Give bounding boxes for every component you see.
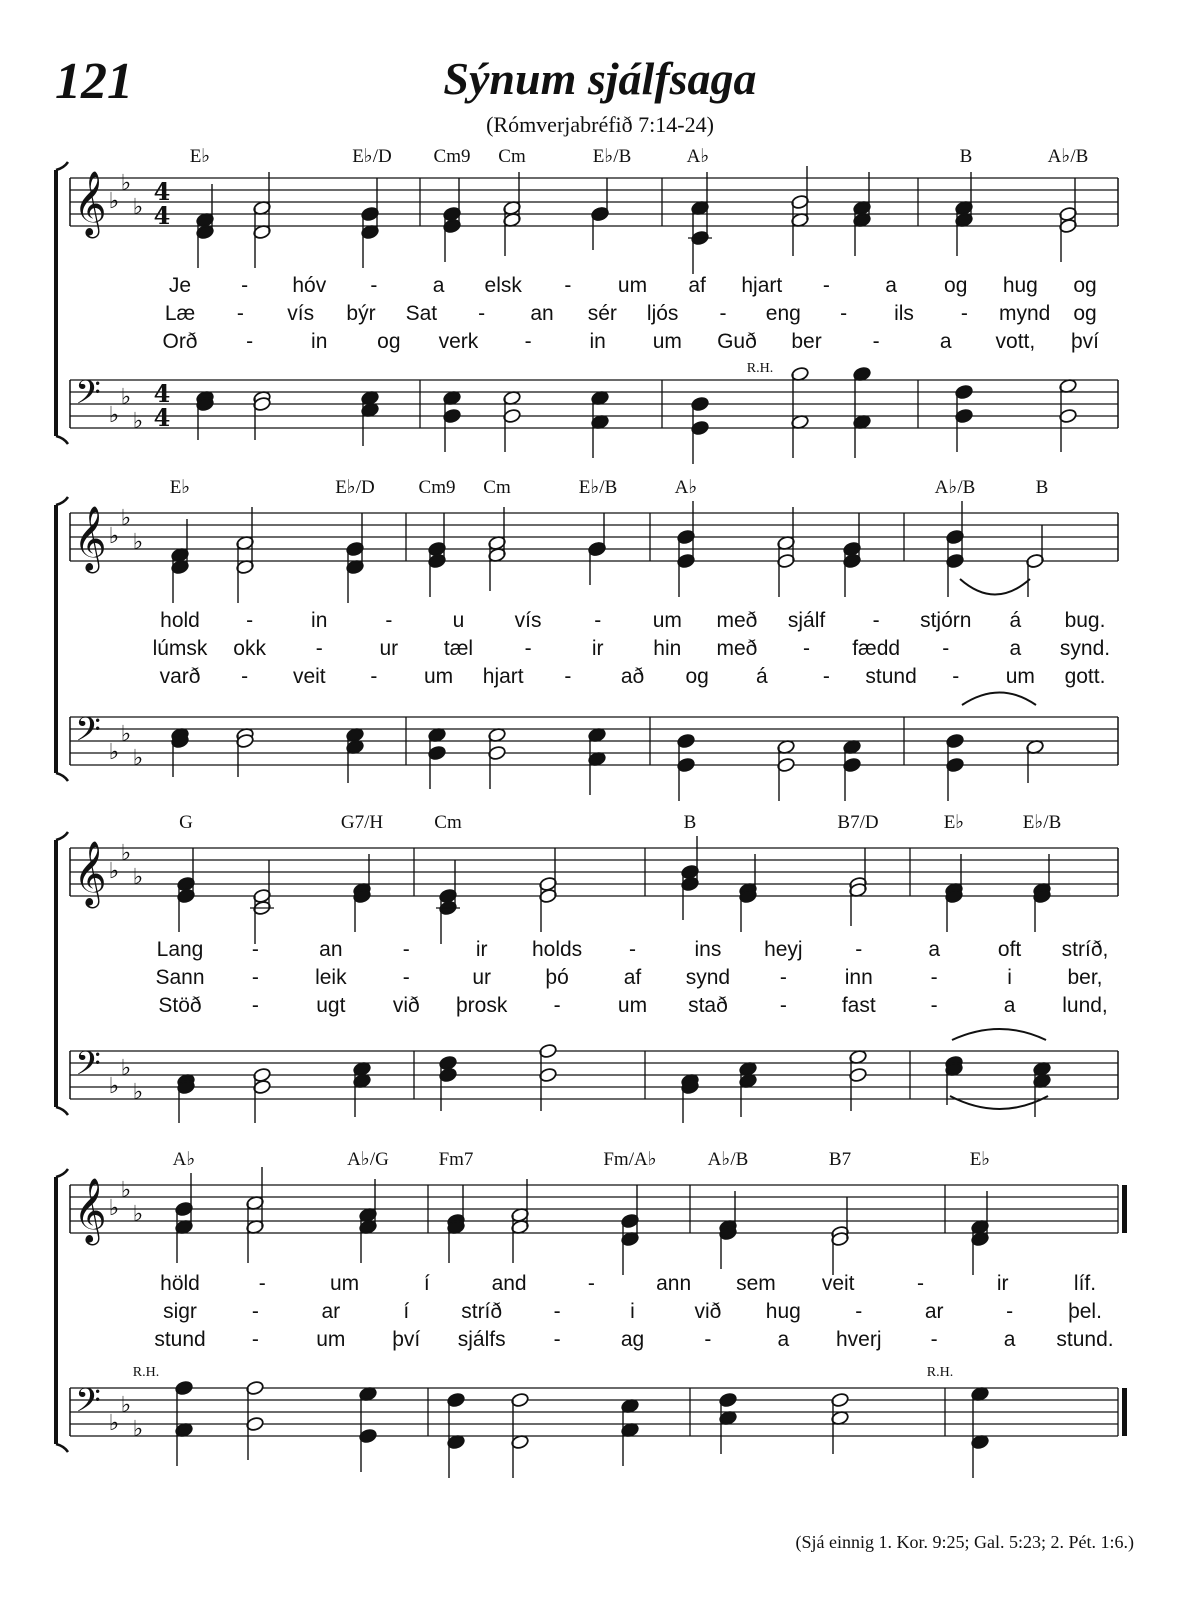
- bracket-top: [56, 832, 68, 840]
- key-signature-flat: ♭: [120, 722, 132, 747]
- lyric-syllable: stund: [865, 665, 917, 688]
- bracket-bottom: [56, 1107, 68, 1115]
- lyric-syllable: þrosk: [455, 994, 508, 1017]
- lyric-syllable: veit: [821, 1272, 855, 1295]
- lyric-syllable: stríð,: [1061, 938, 1109, 961]
- lyric-syllable: synd.: [1059, 637, 1111, 660]
- chord-symbol: G7/H: [340, 812, 384, 833]
- lyric-syllable: að: [620, 665, 645, 688]
- lyric-syllable: hug: [1002, 274, 1038, 297]
- chord-symbol: E♭: [189, 146, 211, 167]
- lyric-syllable: Orð: [162, 330, 198, 353]
- treble-clef: 𝄞: [73, 171, 107, 236]
- final-bar: [1122, 1185, 1127, 1233]
- lyric-syllable: um: [652, 609, 682, 632]
- lyric-syllable: -: [930, 966, 938, 989]
- chord-symbol: B7: [828, 1149, 852, 1170]
- key-signature-flat: ♭: [108, 1196, 120, 1221]
- lyric-syllable: i: [1007, 966, 1012, 989]
- lyric-syllable: hold: [160, 609, 200, 632]
- system-2: [56, 497, 1118, 801]
- lyric-syllable: og: [377, 330, 401, 353]
- lyric-syllable: -: [1006, 1300, 1014, 1323]
- lyric-syllable: -: [629, 938, 636, 961]
- lyric-syllable: um: [617, 274, 648, 297]
- lyric-syllable: -: [241, 665, 249, 688]
- lyric-syllable: -: [564, 274, 572, 297]
- lyric-syllable: og: [1073, 274, 1097, 297]
- lyric-syllable: um: [423, 665, 454, 688]
- bass-clef: 𝄢: [75, 711, 101, 757]
- lyric-syllable: -: [564, 665, 572, 688]
- lyric-syllable: -: [241, 274, 249, 297]
- key-signature-flat: ♭: [120, 1056, 132, 1081]
- final-bar: [1122, 1388, 1127, 1436]
- bass-clef: 𝄢: [75, 374, 101, 420]
- lyric-syllable: bug.: [1064, 609, 1106, 632]
- lyric-syllable: ber: [791, 330, 822, 353]
- key-signature-flat: ♭: [132, 195, 144, 220]
- lyric-syllable: á: [1009, 609, 1022, 632]
- lyric-syllable: oft: [997, 938, 1022, 961]
- lyric-syllable: u: [452, 609, 465, 632]
- lyric-syllable: gott.: [1064, 665, 1106, 688]
- lyric-syllable: -: [803, 637, 811, 660]
- lyric-syllable: við: [392, 994, 420, 1017]
- treble-clef: 𝄞: [73, 1178, 107, 1243]
- lyric-syllable: þó: [545, 966, 569, 989]
- lyric-syllable: -: [258, 1272, 266, 1295]
- lyric-syllable: ljós: [646, 302, 679, 325]
- key-signature-flat: ♭: [132, 409, 144, 434]
- lyric-syllable: verk: [438, 330, 479, 353]
- lyric-syllable: fast: [841, 994, 876, 1017]
- lyric-syllable: býr: [346, 302, 376, 325]
- scripture-subtitle: (Rómverjabréfið 7:14-24): [486, 112, 714, 137]
- lyric-syllable: við: [694, 1300, 722, 1323]
- lyric-syllable: -: [553, 994, 561, 1017]
- lyric-syllable: a: [1009, 637, 1022, 660]
- chord-symbol: E♭: [969, 1149, 991, 1170]
- tie-slur: [962, 693, 1036, 706]
- time-signature: 4: [153, 177, 171, 206]
- lyric-syllable: á: [755, 665, 768, 688]
- lyric-syllable: in: [589, 330, 606, 353]
- lyric-syllable: -: [402, 938, 410, 961]
- chord-symbol: Cm: [434, 812, 462, 833]
- key-signature-flat: ♭: [108, 1074, 120, 1099]
- lyric-syllable: -: [385, 609, 393, 632]
- lyric-syllable: Læ: [164, 302, 196, 325]
- chord-symbol: A♭: [172, 1149, 196, 1170]
- bass-clef: 𝄢: [75, 1045, 101, 1091]
- chord-symbol: B: [1035, 477, 1049, 498]
- lyric-syllable: hóv: [292, 274, 327, 297]
- scripture-references: (Sjá einnig 1. Kor. 9:25; Gal. 5:23; 2. Pét. 1:6.): [795, 1532, 1134, 1552]
- chord-symbol: A♭: [674, 477, 698, 498]
- lyric-syllable: veit: [292, 665, 326, 688]
- lyric-syllable: vott,: [995, 330, 1036, 353]
- lyric-syllable: okk: [233, 637, 266, 660]
- tie-slur: [952, 1029, 1046, 1040]
- lyric-syllable: Sat: [405, 302, 438, 325]
- time-signature: 4: [153, 403, 171, 432]
- lyric-syllable: holds: [531, 938, 583, 961]
- key-signature-flat: ♭: [120, 1393, 132, 1418]
- chord-symbol: Fm/A♭: [603, 1149, 657, 1170]
- lyric-syllable: sér: [587, 302, 617, 325]
- lyric-syllable: ir: [996, 1272, 1009, 1295]
- key-signature-flat: ♭: [120, 171, 132, 196]
- lyric-syllable: sjálfs: [457, 1328, 506, 1351]
- chord-symbol: A♭/B: [707, 1149, 749, 1170]
- lyric-syllable: ber,: [1067, 966, 1103, 989]
- chord-symbol: Cm9: [433, 146, 471, 167]
- system-3: [56, 832, 1118, 1123]
- bracket-top: [56, 1169, 68, 1177]
- chord-symbol: E♭: [169, 477, 191, 498]
- chord-symbol: E♭/B: [578, 477, 618, 498]
- key-signature-flat: ♭: [108, 859, 120, 884]
- lyric-syllable: Stöð: [158, 994, 202, 1017]
- lyric-syllable: með: [716, 609, 758, 632]
- lyric-syllable: lund,: [1062, 994, 1108, 1017]
- lyric-syllable: ur: [379, 637, 399, 660]
- lyric-syllable: stund.: [1056, 1328, 1114, 1351]
- lyric-syllable: ils: [894, 302, 914, 325]
- bracket-top: [56, 162, 68, 170]
- chord-symbol: A♭/G: [347, 1149, 389, 1170]
- lyric-syllable: -: [251, 966, 259, 989]
- lyric-syllable: hjart: [482, 665, 524, 688]
- lyric-syllable: hjart: [741, 274, 783, 297]
- lyric-syllable: in: [311, 609, 328, 632]
- lyric-syllable: -: [246, 609, 254, 632]
- system-4: [56, 1167, 1127, 1478]
- bracket-top: [56, 497, 68, 505]
- key-signature-flat: ♭: [108, 189, 120, 214]
- song-title: Sýnum sjálfsaga: [443, 53, 757, 104]
- lyric-syllable: sem: [736, 1272, 776, 1295]
- lyric-syllable: stað: [688, 994, 728, 1017]
- lyric-syllable: -: [524, 330, 532, 353]
- key-signature-flat: ♭: [120, 1178, 132, 1203]
- lyric-syllable: and: [491, 1272, 527, 1295]
- lyric-syllable: -: [370, 274, 378, 297]
- lyric-syllable: og: [944, 274, 968, 297]
- lyric-syllable: -: [524, 637, 532, 660]
- lyric-syllable: -: [855, 1300, 863, 1323]
- chord-symbol: B7/D: [837, 812, 879, 833]
- lyric-syllable: ir: [475, 938, 488, 961]
- lyric-syllable: -: [840, 302, 848, 325]
- chord-symbol: Cm: [483, 477, 511, 498]
- lyric-syllable: synd: [685, 966, 731, 989]
- key-signature-flat: ♭: [132, 1417, 144, 1442]
- lyric-syllable: -: [855, 938, 863, 961]
- lyric-syllable: vís: [514, 609, 542, 632]
- lyric-syllable: -: [251, 938, 259, 961]
- lyric-syllable: a: [928, 938, 941, 961]
- lyric-syllable: an: [319, 938, 343, 961]
- time-signature: 4: [153, 201, 171, 230]
- lyric-syllable: í: [403, 1300, 410, 1323]
- chord-symbol: Cm: [498, 146, 526, 167]
- key-signature-flat: ♭: [120, 506, 132, 531]
- lyric-syllable: -: [553, 1300, 561, 1323]
- key-signature-flat: ♭: [132, 746, 144, 771]
- lyric-syllable: -: [930, 1328, 938, 1351]
- lyric-syllable: -: [594, 609, 602, 632]
- lyric-syllable: og: [685, 665, 709, 688]
- lyric-syllable: -: [553, 1328, 561, 1351]
- lyric-syllable: sigr: [163, 1300, 197, 1323]
- chord-symbol: Fm7: [438, 1149, 474, 1170]
- lyric-syllable: -: [704, 1328, 712, 1351]
- lyric-syllable: ar: [321, 1300, 341, 1323]
- lyric-syllable: i: [630, 1300, 635, 1323]
- lyric-syllable: an: [530, 302, 554, 325]
- lyric-syllable: um: [617, 994, 648, 1017]
- lyric-syllable: af: [688, 274, 706, 297]
- lyric-syllable: -: [822, 274, 830, 297]
- right-hand-marking: R.H.: [132, 1365, 160, 1380]
- lyric-syllable: a: [1003, 1328, 1016, 1351]
- lyric-syllable: um: [652, 330, 682, 353]
- chord-symbol: A♭/B: [1047, 146, 1089, 167]
- chord-symbol: E♭: [943, 812, 965, 833]
- lyric-syllable: ins: [694, 938, 722, 961]
- bass-clef: 𝄢: [75, 1382, 101, 1428]
- lyric-syllable: -: [236, 302, 244, 325]
- lyric-syllable: ar: [924, 1300, 944, 1323]
- key-signature-flat: ♭: [108, 524, 120, 549]
- lyric-syllable: -: [930, 994, 938, 1017]
- key-signature-flat: ♭: [132, 865, 144, 890]
- lyric-syllable: -: [315, 637, 323, 660]
- lyric-syllable: ann: [656, 1272, 692, 1295]
- lyric-syllable: um: [329, 1272, 360, 1295]
- tie-slur: [960, 579, 1030, 595]
- lyric-syllable: þel.: [1068, 1300, 1102, 1323]
- lyric-syllable: með: [716, 637, 758, 660]
- lyric-syllable: -: [779, 994, 787, 1017]
- lyric-syllable: -: [251, 994, 259, 1017]
- time-signature: 4: [153, 379, 171, 408]
- chord-symbol: B: [683, 812, 697, 833]
- lyric-syllable: eng: [765, 302, 801, 325]
- song-number: 121: [55, 53, 133, 110]
- bracket-bottom: [56, 773, 68, 781]
- chord-symbol: A♭/B: [934, 477, 976, 498]
- lyric-syllable: höld: [160, 1272, 200, 1295]
- lyric-syllable: Sann: [155, 966, 205, 989]
- lyric-syllable: fædd: [852, 637, 901, 660]
- lyric-syllable: -: [960, 302, 968, 325]
- lyric-syllable: -: [478, 302, 486, 325]
- key-signature-flat: ♭: [108, 403, 120, 428]
- lyric-syllable: stund: [154, 1328, 206, 1351]
- lyric-syllable: því: [1070, 330, 1100, 353]
- lyric-syllable: -: [952, 665, 960, 688]
- lyric-syllable: Guð: [717, 330, 757, 353]
- lyric-syllable: -: [822, 665, 830, 688]
- lyric-syllable: -: [251, 1300, 259, 1323]
- lyric-syllable: -: [402, 966, 410, 989]
- treble-clef: 𝄞: [73, 506, 107, 571]
- bracket-bottom: [56, 1444, 68, 1452]
- lyric-syllable: líf.: [1073, 1272, 1097, 1295]
- lyric-syllable: -: [587, 1272, 595, 1295]
- chord-symbol: Cm9: [418, 477, 456, 498]
- lyric-syllable: ag: [620, 1328, 645, 1351]
- chord-symbol: B: [959, 146, 973, 167]
- lyric-syllable: mynd: [998, 302, 1051, 325]
- lyric-syllable: in: [311, 330, 328, 353]
- lyric-syllable: heyj: [764, 938, 803, 961]
- key-signature-flat: ♭: [120, 841, 132, 866]
- chord-symbol: G: [179, 812, 193, 833]
- lyric-syllable: vís: [287, 302, 315, 325]
- lyric-syllable: a: [939, 330, 952, 353]
- chord-symbol: A♭: [686, 146, 710, 167]
- key-signature-flat: ♭: [132, 1202, 144, 1227]
- lyric-syllable: því: [392, 1328, 421, 1351]
- lyric-syllable: -: [370, 665, 378, 688]
- lyric-syllable: sjálf: [787, 609, 826, 632]
- chord-symbol: E♭/B: [1022, 812, 1062, 833]
- lyric-syllable: hin: [653, 637, 682, 660]
- key-signature-flat: ♭: [108, 1411, 120, 1436]
- lyric-syllable: inn: [844, 966, 873, 989]
- right-hand-marking: R.H.: [926, 1365, 954, 1380]
- bracket-bottom: [56, 436, 68, 444]
- lyric-syllable: um: [1005, 665, 1035, 688]
- lyric-syllable: Lang: [156, 938, 204, 961]
- lyric-syllable: -: [719, 302, 727, 325]
- treble-clef: 𝄞: [73, 841, 107, 906]
- lyric-syllable: -: [916, 1272, 924, 1295]
- lyric-syllable: a: [432, 274, 445, 297]
- key-signature-flat: ♭: [120, 385, 132, 410]
- key-signature-flat: ♭: [132, 530, 144, 555]
- lyric-syllable: ugt: [316, 994, 346, 1017]
- key-signature-flat: ♭: [108, 740, 120, 765]
- key-signature-flat: ♭: [132, 1080, 144, 1105]
- chord-symbol: E♭/D: [335, 477, 375, 498]
- lyric-syllable: og: [1073, 302, 1097, 325]
- lyric-syllable: a: [1003, 994, 1016, 1017]
- lyric-syllable: a: [777, 1328, 790, 1351]
- lyric-syllable: -: [872, 330, 880, 353]
- lyric-syllable: varð: [159, 665, 201, 688]
- tie-slur: [950, 1096, 1048, 1109]
- lyric-syllable: lúmsk: [152, 637, 208, 660]
- lyric-syllable: stjórn: [920, 609, 972, 632]
- lyric-syllable: Je: [168, 274, 192, 297]
- lyric-syllable: um: [316, 1328, 346, 1351]
- lyric-syllable: -: [942, 637, 950, 660]
- chord-symbol: E♭/D: [352, 146, 392, 167]
- lyric-syllable: -: [872, 609, 880, 632]
- lyric-syllable: hug: [765, 1300, 801, 1323]
- lyric-syllable: tæl: [443, 637, 474, 660]
- lyric-syllable: leik: [315, 966, 347, 989]
- chord-symbol: E♭/B: [592, 146, 632, 167]
- lyric-syllable: -: [779, 966, 787, 989]
- lyric-syllable: hverj: [835, 1328, 882, 1351]
- lyric-syllable: -: [251, 1328, 259, 1351]
- lyric-syllable: ir: [591, 637, 604, 660]
- lyric-syllable: elsk: [484, 274, 522, 297]
- lyric-syllable: ur: [472, 966, 492, 989]
- lyric-syllable: stríð: [461, 1300, 503, 1323]
- lyric-syllable: af: [623, 966, 642, 989]
- lyric-syllable: -: [246, 330, 254, 353]
- right-hand-marking: R.H.: [746, 361, 774, 376]
- lyric-syllable: í: [423, 1272, 430, 1295]
- lyric-syllable: a: [885, 274, 897, 297]
